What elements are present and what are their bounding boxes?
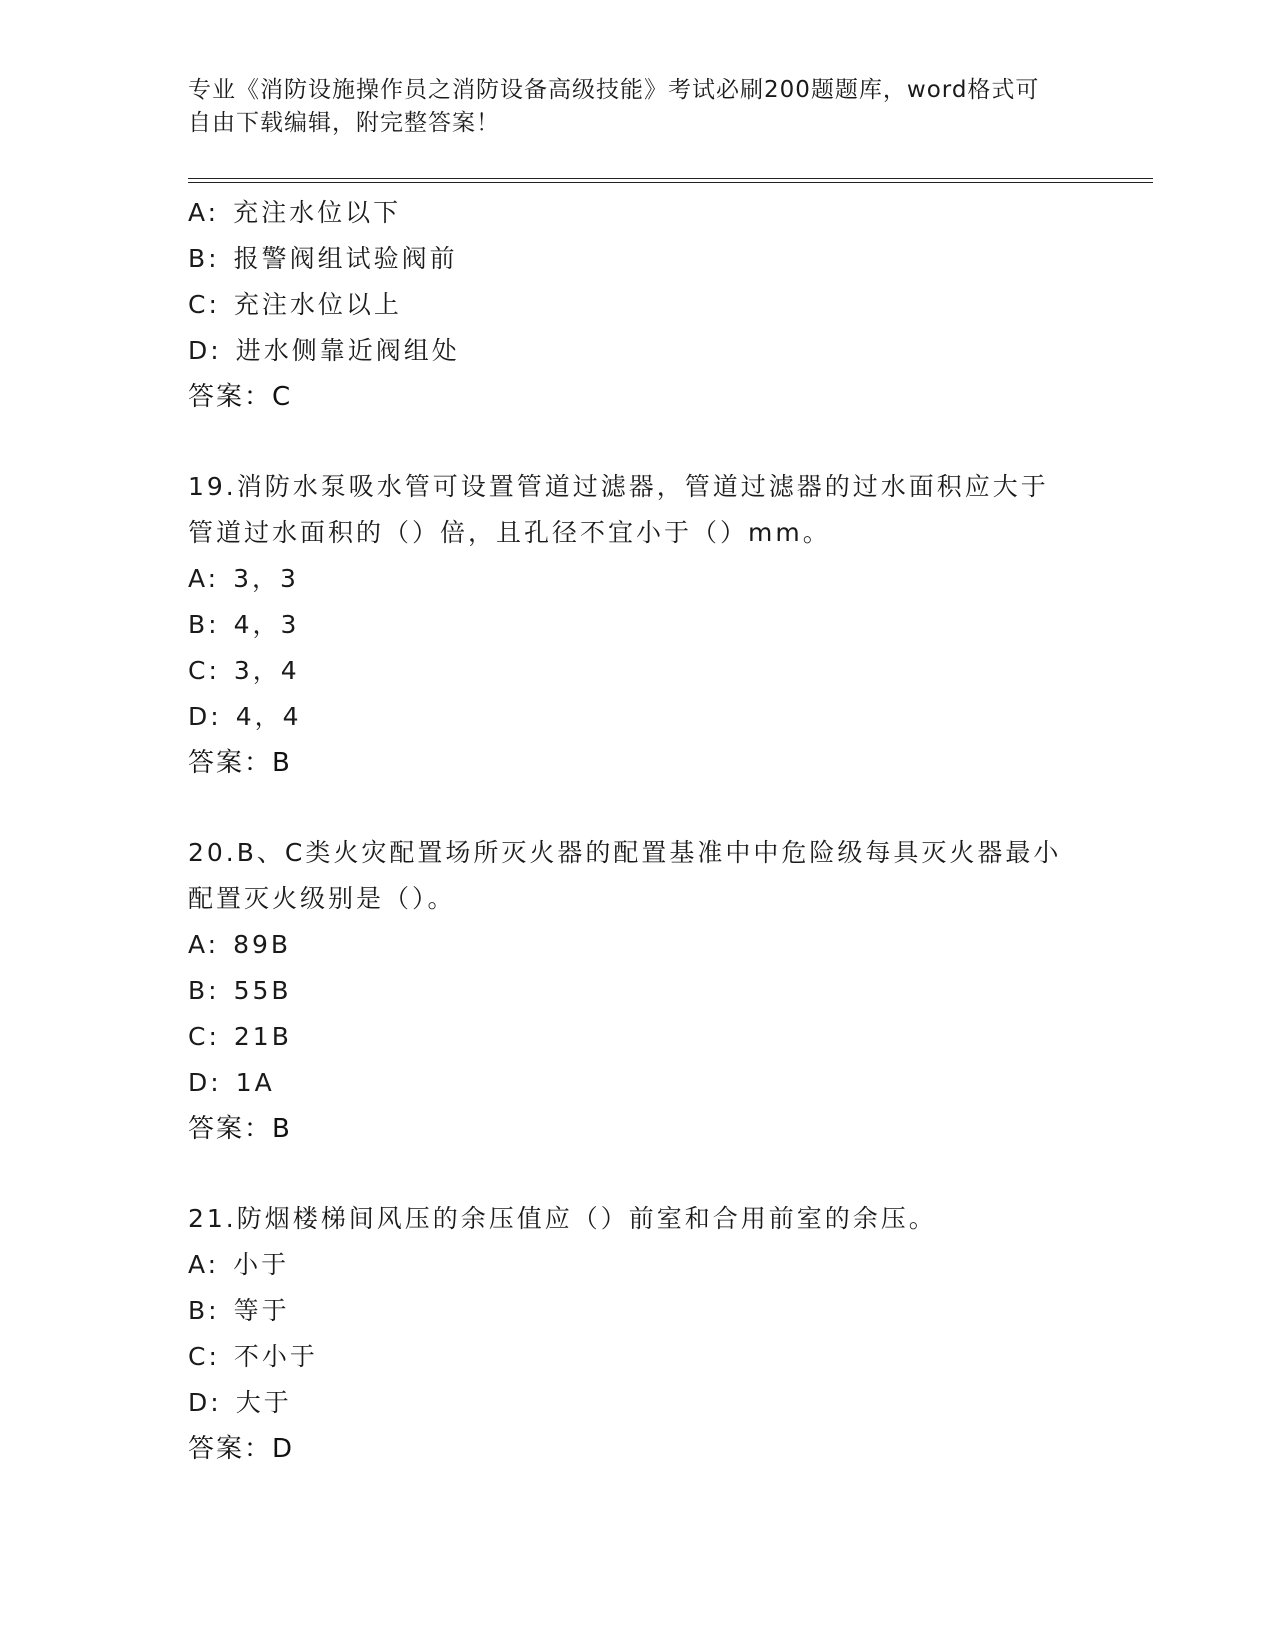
option-c	[188, 282, 1148, 328]
option-key: B:	[188, 976, 220, 1005]
option-a	[188, 922, 1148, 968]
option-text: 充注水位以上	[233, 290, 402, 319]
option-key: D:	[188, 702, 222, 731]
option-key: B:	[188, 610, 220, 639]
option-text: 不小于	[233, 1342, 318, 1371]
option-a	[188, 190, 1148, 236]
option-d	[188, 328, 1148, 374]
option-text: 等于	[233, 1296, 290, 1325]
option-key: C:	[188, 1342, 220, 1371]
option-key: B:	[188, 244, 220, 273]
option-c	[188, 648, 1148, 694]
option-b	[188, 968, 1148, 1014]
option-key: A:	[188, 930, 220, 959]
question-20	[188, 830, 1148, 1152]
question-stem-line-2: 配置灭火级别是（）。	[188, 884, 456, 913]
option-key: D:	[188, 1388, 222, 1417]
question-stem-line-1: 21.防烟楼梯间风压的余压值应（）前室和合用前室的余压。	[188, 1204, 937, 1233]
question-stem-line-1: 20.B、C类火灾配置场所灭火器的配置基准中中危险级每具灭火器最小	[188, 838, 1062, 867]
option-key: A:	[188, 564, 220, 593]
question-21	[188, 1196, 1148, 1472]
option-text: 3，3	[233, 564, 299, 593]
option-d	[188, 1060, 1148, 1106]
option-a	[188, 1242, 1148, 1288]
answer: 答案：B	[188, 748, 292, 778]
option-key: D:	[188, 336, 222, 365]
header-title-line-1: 专业《消防设施操作员之消防设备高级技能》考试必刷200题题库，word格式可	[188, 77, 1040, 103]
option-c	[188, 1334, 1148, 1380]
question-18	[188, 190, 1148, 420]
answer: 答案：C	[188, 382, 293, 412]
option-text: 1A	[235, 1068, 275, 1097]
option-text: 89B	[233, 930, 292, 959]
option-text: 充注水位以下	[233, 198, 402, 227]
question-stem-line-2: 管道过水面积的（）倍，且孔径不宜小于（）mm。	[188, 518, 831, 547]
option-a	[188, 556, 1148, 602]
option-b	[188, 236, 1148, 282]
option-key: A:	[188, 198, 220, 227]
option-text: 小于	[233, 1250, 290, 1279]
answer: 答案：D	[188, 1434, 295, 1464]
option-key: C:	[188, 1022, 220, 1051]
question-list	[188, 190, 1148, 1472]
answer: 答案：B	[188, 1114, 292, 1144]
option-key: C:	[188, 290, 220, 319]
option-text: 进水侧靠近阀组处	[235, 336, 460, 365]
option-text: 4，4	[235, 702, 302, 731]
question-19	[188, 464, 1148, 786]
option-b	[188, 1288, 1148, 1334]
option-b	[188, 602, 1148, 648]
option-key: A:	[188, 1250, 220, 1279]
option-text: 3，4	[233, 656, 300, 685]
option-text: 报警阀组试验阀前	[233, 244, 458, 273]
option-text: 21B	[233, 1022, 292, 1051]
option-text: 4，3	[233, 610, 300, 639]
option-c	[188, 1014, 1148, 1060]
option-d	[188, 694, 1148, 740]
header-divider-thick	[188, 182, 1153, 183]
option-key: C:	[188, 656, 220, 685]
option-key: D:	[188, 1068, 222, 1097]
question-stem-line-1: 19.消防水泵吸水管可设置管道过滤器，管道过滤器的过水面积应大于	[188, 472, 1049, 501]
option-d	[188, 1380, 1148, 1426]
header-divider-thin	[188, 178, 1153, 179]
option-text: 大于	[235, 1388, 292, 1417]
option-text: 55B	[233, 976, 292, 1005]
option-key: B:	[188, 1296, 220, 1325]
document-header	[188, 74, 1088, 140]
header-title-line-2: 自由下载编辑，附完整答案！	[188, 110, 500, 136]
